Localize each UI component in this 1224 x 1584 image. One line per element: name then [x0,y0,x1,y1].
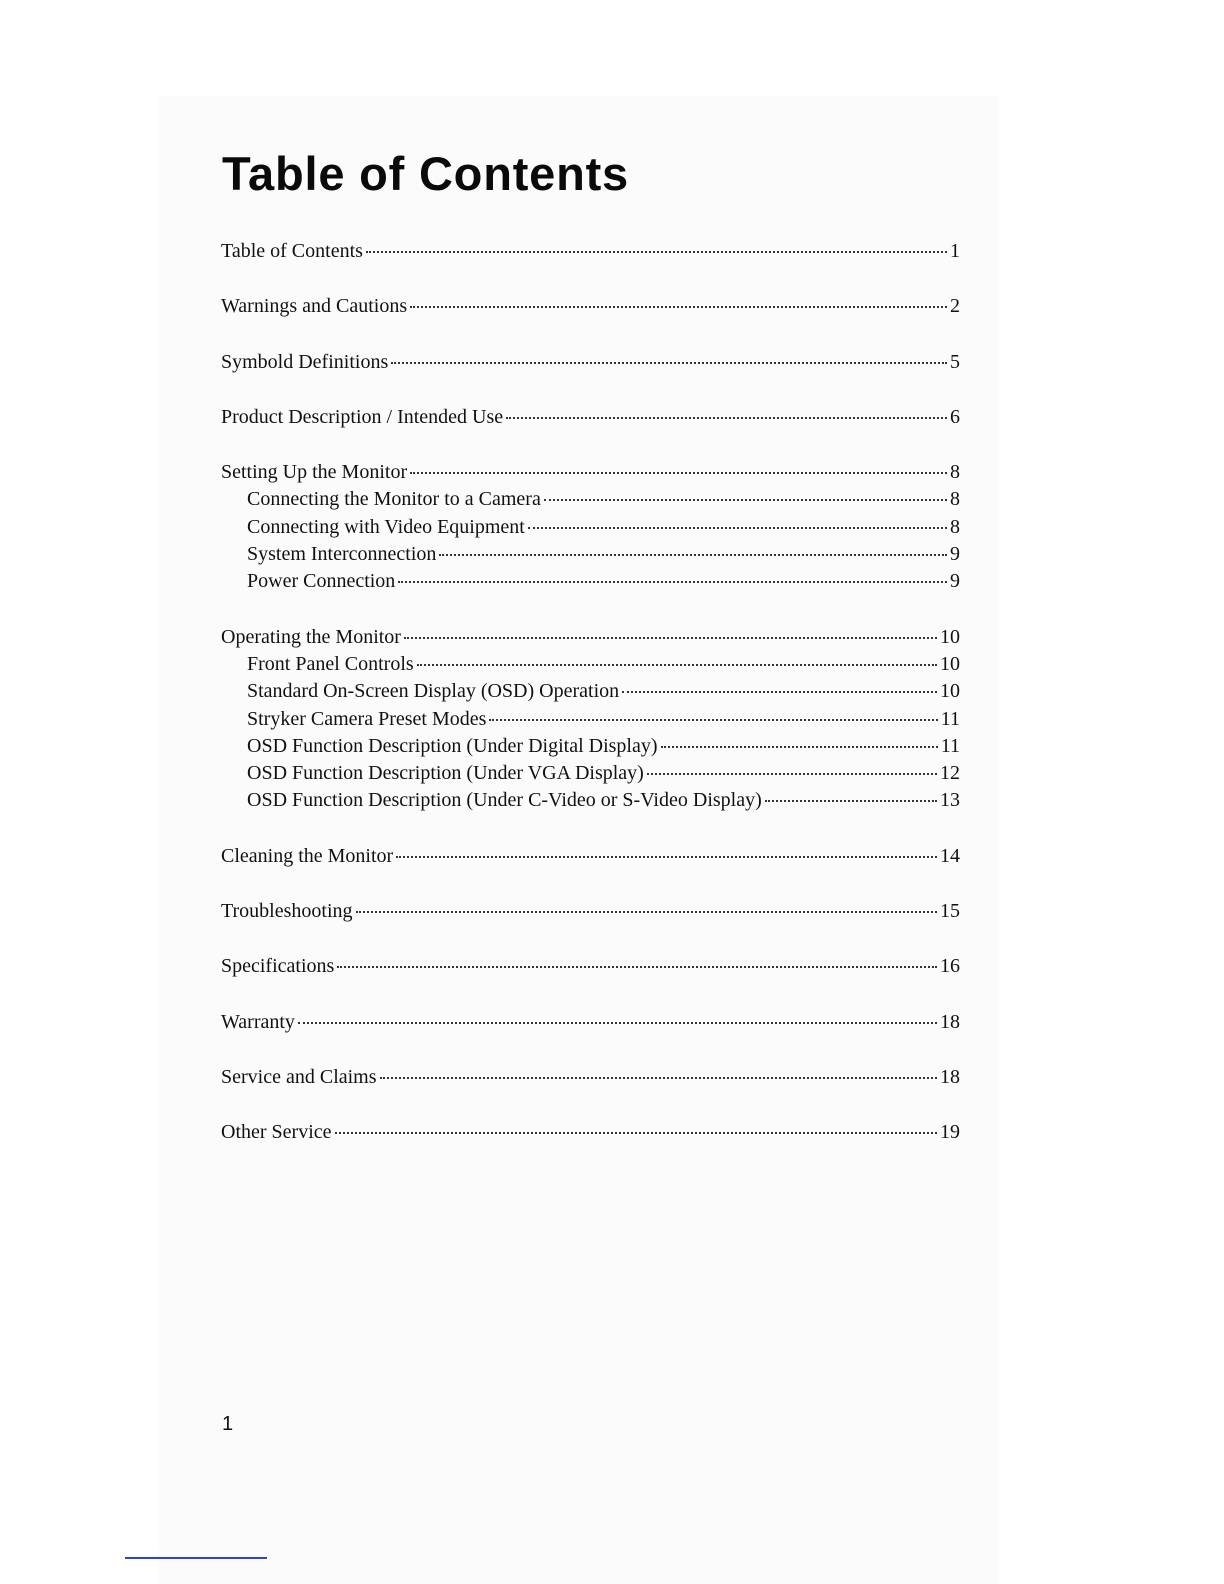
toc-dot-leader [439,553,947,556]
toc-entry-label: Troubleshooting [221,900,353,923]
toc-entry-label: Table of Contents [221,240,363,262]
toc-entry[interactable] [221,293,960,320]
toc-dot-leader [544,498,947,501]
toc-subentry[interactable] [221,651,960,678]
toc-dot-leader [398,580,947,583]
toc-entry-page-number: 12 [940,762,960,785]
toc-entry[interactable] [221,624,960,651]
toc-entry-label: Product Description / Intended Use [221,405,504,428]
toc-group [221,349,960,376]
toc-dot-leader [337,965,937,968]
toc-entry-page-number: 11 [940,707,960,730]
toc-entry[interactable] [221,1064,960,1091]
toc-entry-page-number: 10 [940,680,960,703]
toc-entry-label: System Interconnection [247,543,437,566]
toc-entry-label: Cleaning the Monitor [221,844,394,867]
toc-subentry[interactable] [221,514,960,541]
toc-dot-leader [410,471,947,474]
toc-entry[interactable] [221,238,960,265]
toc-subentry[interactable] [221,541,960,568]
toc-group [221,1064,960,1091]
toc-entry[interactable] [221,349,960,376]
toc-dot-leader [622,690,937,693]
toc-entry-label: Setting Up the Monitor [221,461,408,484]
toc-entry-page-number: 1 [950,240,960,262]
toc-entry[interactable] [221,953,960,980]
toc-entry-label: Connecting the Monitor to a Camera [247,488,541,511]
toc-entry-page-number: 11 [940,734,960,757]
toc-entry-page-number: 18 [940,1010,960,1033]
toc-group [221,293,960,320]
toc-entry[interactable] [221,459,960,486]
toc-dot-leader [396,855,937,858]
toc-entry-page-number: 8 [950,488,960,511]
toc-subentry[interactable] [221,733,960,760]
toc-entry[interactable] [221,898,960,925]
toc-entry-page-number: 13 [940,789,960,812]
toc-entry-page-number: 16 [940,955,960,978]
toc-entry-label: OSD Function Description (Under Digital Display) [247,734,658,757]
toc-entry-page-number: 18 [940,1065,960,1088]
toc-dot-leader [765,799,937,802]
toc-subentry[interactable] [221,706,960,733]
toc-dot-leader [404,636,937,639]
toc-entry-page-number: 5 [950,350,960,373]
toc-entry-label: OSD Function Description (Under C-Video or S-Video Display) [247,789,762,812]
toc-entry-page-number: 9 [950,570,960,593]
toc-subentry[interactable] [221,787,960,814]
toc-entry-label: Warnings and Cautions [221,295,408,318]
toc-entry-label: Stryker Camera Preset Modes [247,707,487,730]
toc-entry[interactable] [221,404,960,431]
toc-group [221,843,960,870]
toc-dot-leader [528,526,947,529]
toc-group [221,624,960,815]
toc-dot-leader [417,663,937,666]
toc-entry-page-number: 9 [950,543,960,566]
page-number: 1 [222,1413,234,1435]
toc-entry-label: Front Panel Controls [247,652,414,675]
toc-dot-leader [661,745,938,748]
toc-group [221,459,960,595]
toc-entry-label: Service and Claims [221,1065,377,1088]
toc-entry-page-number: 8 [950,515,960,538]
toc-subentry[interactable] [221,760,960,787]
toc-entry[interactable] [221,1009,960,1036]
toc-entry[interactable] [221,1119,960,1146]
toc-dot-leader [647,772,937,775]
footer-link-underline [125,1557,267,1559]
toc-entry-label: Power Connection [247,570,396,593]
toc-entry-label: Operating the Monitor [221,625,401,648]
toc-dot-leader [366,250,947,253]
toc-entry-page-number: 8 [950,461,960,484]
toc-entry-page-number: 2 [950,295,960,318]
toc-entry-page-number: 10 [940,652,960,675]
toc-dot-leader [410,305,947,308]
toc-group [221,238,960,265]
toc-dot-leader [335,1131,937,1134]
toc-entry-label: Symbold Definitions [221,350,389,373]
toc-entry-label: Warranty [221,1010,295,1033]
page-title: Table of Contents [222,147,629,200]
toc-entry-page-number: 10 [940,625,960,648]
toc-entry-label: Specifications [221,955,335,978]
toc-dot-leader [506,416,947,419]
toc-subentry[interactable] [221,678,960,705]
toc-entry-page-number: 19 [940,1121,960,1144]
toc-group [221,898,960,925]
toc-entry-label: Other Service [221,1121,332,1144]
toc-subentry[interactable] [221,486,960,513]
toc-dot-leader [489,718,937,721]
toc-subentry[interactable] [221,568,960,595]
toc-dot-leader [391,361,947,364]
toc-entry-label: Connecting with Video Equipment [247,515,525,538]
toc-entry[interactable] [221,843,960,870]
toc-entry-label: Standard On-Screen Display (OSD) Operation [247,680,620,703]
toc-dot-leader [356,910,937,913]
toc-group [221,404,960,431]
toc-group [221,953,960,980]
toc-entry-page-number: 14 [940,844,960,867]
table-of-contents [221,238,960,1175]
toc-dot-leader [298,1021,937,1024]
toc-dot-leader [380,1076,937,1079]
toc-entry-page-number: 15 [940,900,960,923]
toc-entry-label: OSD Function Description (Under VGA Display) [247,762,644,785]
toc-entry-page-number: 6 [950,405,960,428]
toc-group [221,1119,960,1146]
toc-group [221,1009,960,1036]
